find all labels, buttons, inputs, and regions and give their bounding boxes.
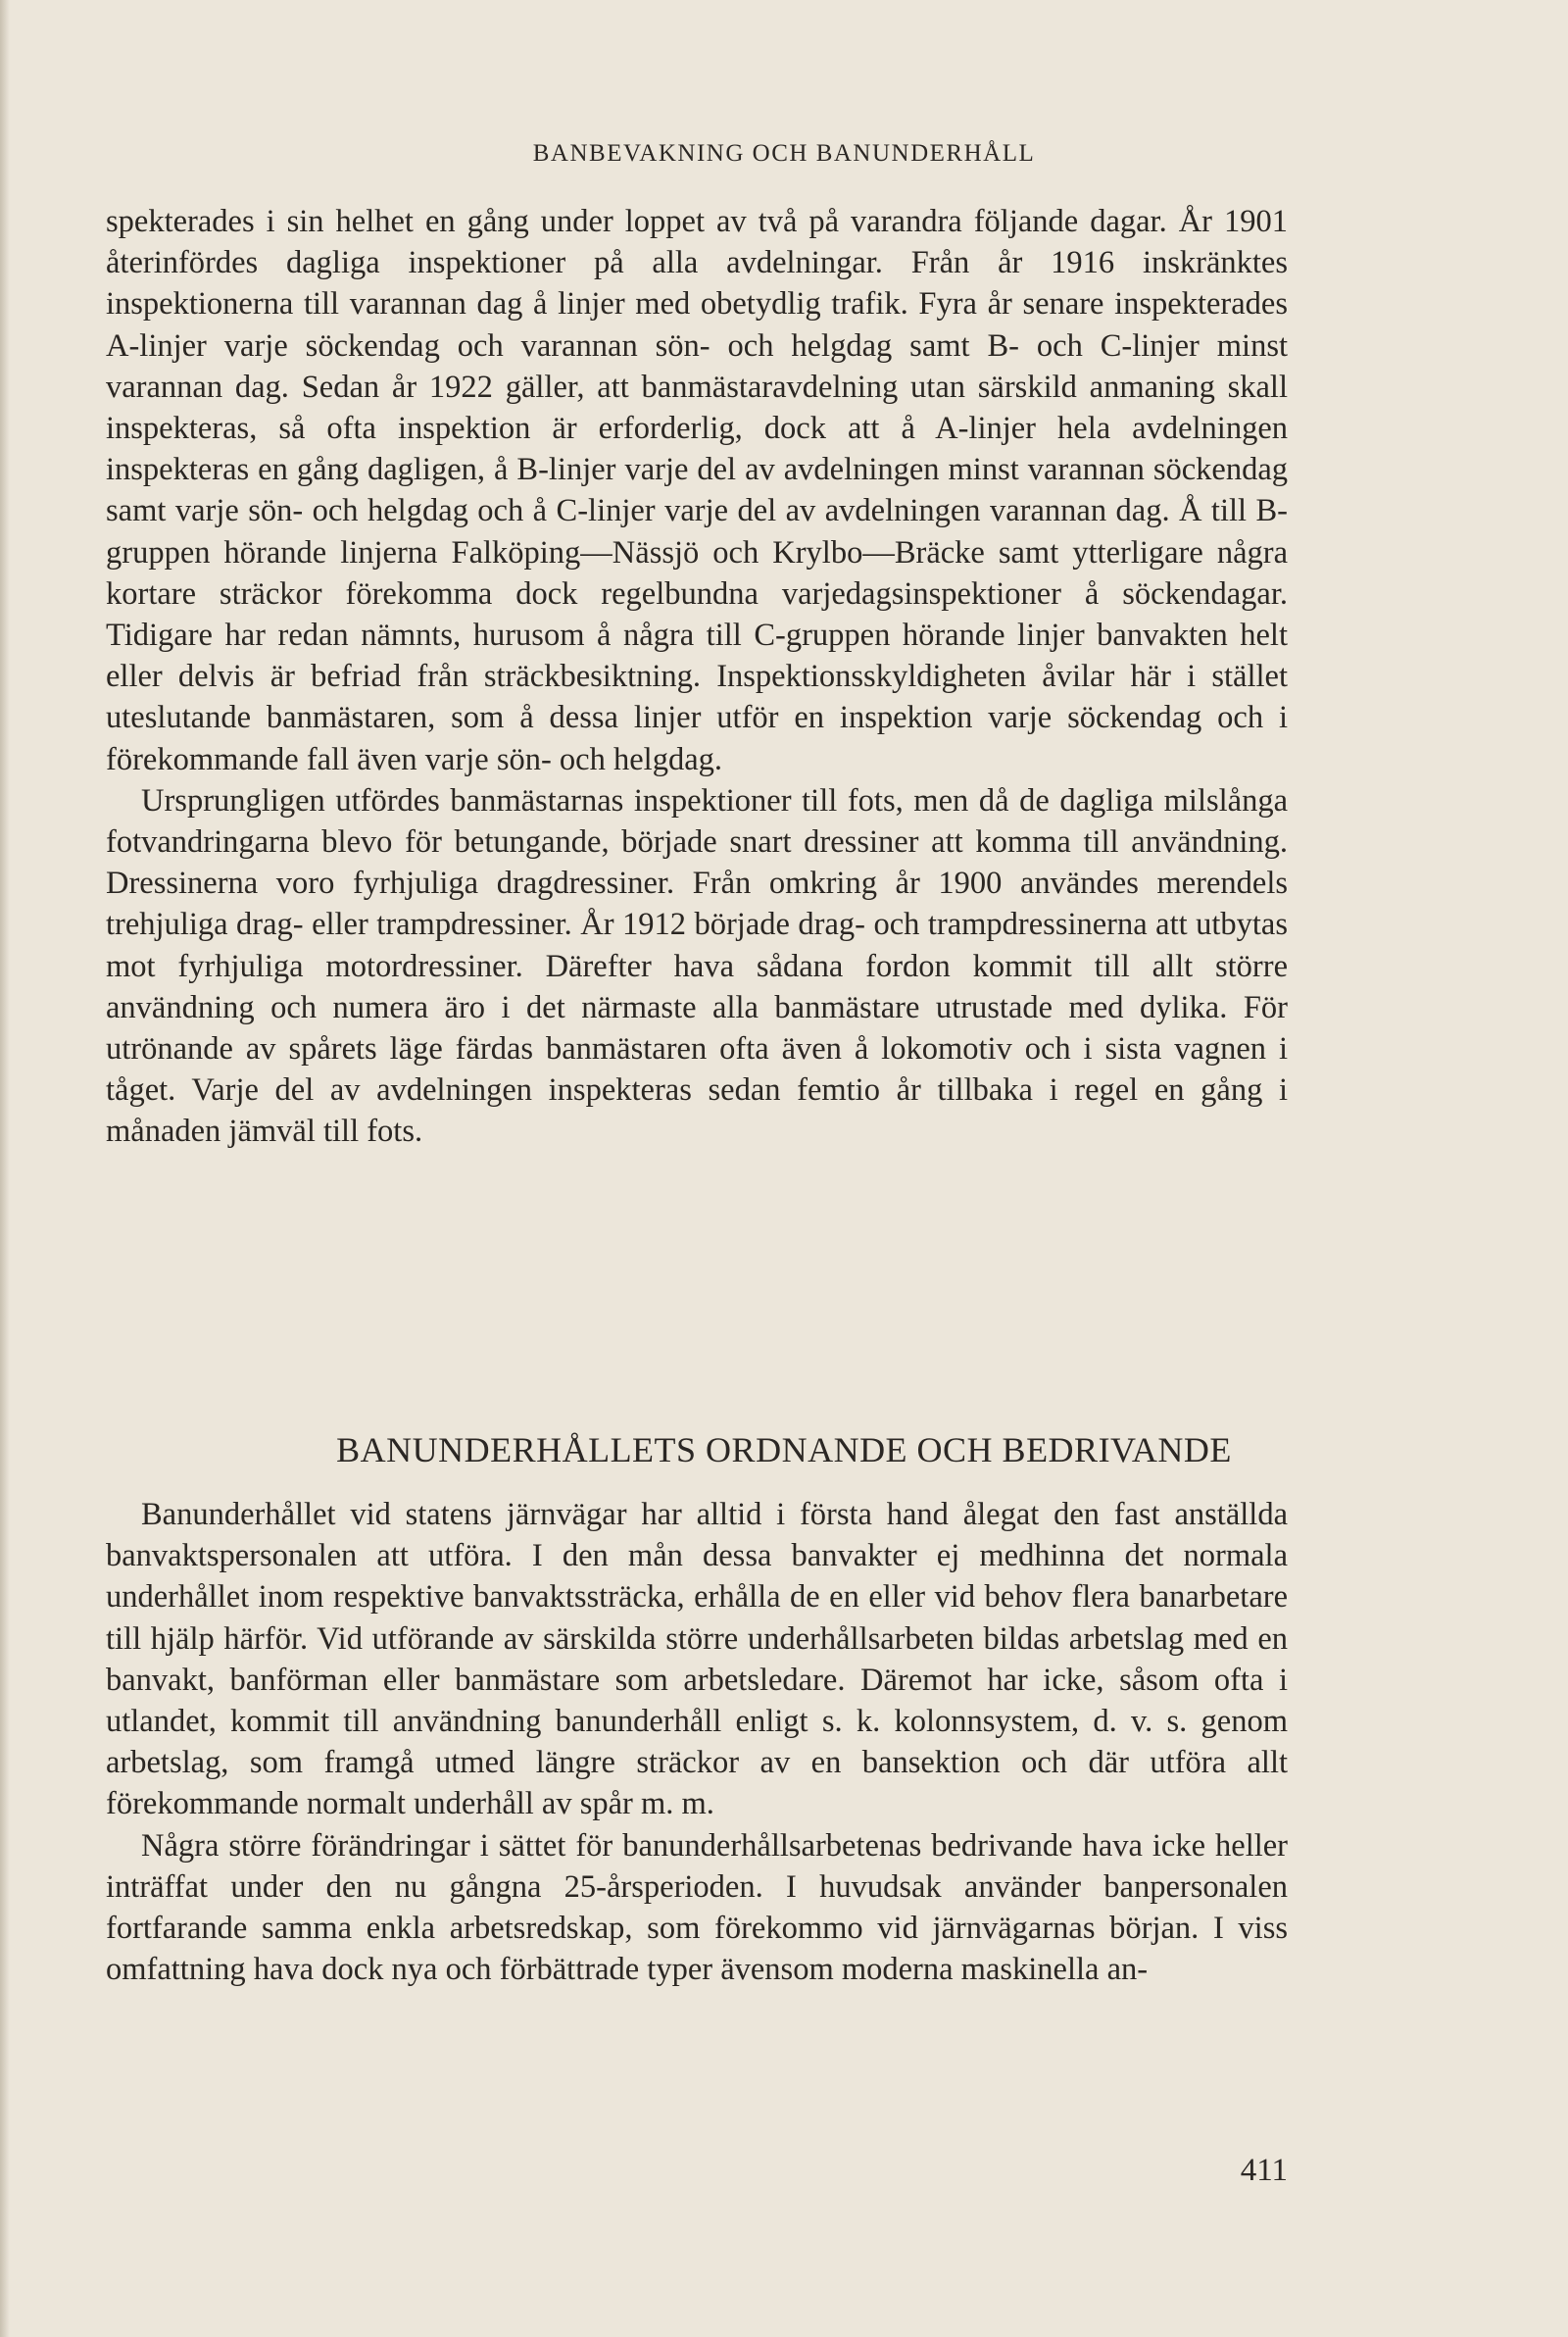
paragraph: Några större förändringar i sättet för banunderhållsarbetenas bedrivande hava icke heller inträffat under den nu gångna 25-årsperioden. I huvudsak använder banpersonalen fortfarande samma enkla arbetsredskap, som förekommo vid järnvägarnas början. I viss omfattning hava dock nya och förbättrade typer ävensom moderna maskinella an- [106, 1827, 1288, 1988]
text-block-section [106, 1494, 1288, 1990]
section-heading: BANUNDERHÅLLETS ORDNANDE OCH BEDRIVANDE [336, 1430, 1232, 1469]
page-gutter-shadow [0, 0, 10, 2337]
paragraph: Banunderhållet vid statens järnvägar har alltid i första hand ålegat den fast anställda banvaktspersonalen att utföra. I den mån dessa banvakter ej medhinna det normala underhållet inom respektive banvaktssträcka, erhålla de en eller vid behov flera banarbetare till hjälp härför. Vid utförande av särskilda större underhållsarbeten bildas arbetslag med en banvakt, banförman eller banmästare som arbetsledare. Däremot har icke, såsom ofta i utlandet, kommit till användning banunderhåll enligt s. k. kolonnsystem, d. v. s. genom arbetslag, som framgå utmed längre sträckor av en bansektion och där utföra allt förekommande normalt underhåll av spår m. m. [106, 1497, 1288, 1822]
page-number: 411 [1240, 2153, 1288, 2188]
text-block-continuation [106, 201, 1288, 1153]
running-head: BANBEVAKNING OCH BANUNDERHÅLL [532, 140, 1036, 167]
paragraph: spekterades i sin helhet en gång under loppet av två på varandra följande dagar. År 1901 återinfördes dagliga inspektioner på alla avdelningar. Från år 1916 inskränktes inspektionerna till varannan dag å linjer med obetydlig trafik. Fyra år senare inspekterades A-linjer varje söckendag och varannan sön- och helgdag samt B- och C-linjer minst varannan dag. Sedan år 1922 gäller, att banmästaravdelning utan särskild anmaning skall inspekteras, så ofta inspektion är erforderlig, dock att å A-linjer hela avdelningen inspekteras en gång dagligen, å B-linjer varje del av avdelningen minst varannan söckendag samt varje sön- och helgdag och å C-linjer varje del av avdelningen varannan dag. Å till B-gruppen hörande linjerna Falköping—Nässjö och Krylbo—Bräcke samt ytterligare några kortare sträckor förekomma dock regelbundna varjedagsinspektioner å söckendagar. Tidigare har redan nämnts, hurusom å några till C-gruppen hörande linjer banvakten helt eller delvis är befriad från sträckbesiktning. Inspektionsskyldigheten åvilar här i stället uteslutande banmästaren, som å dessa linjer utför en inspektion varje söckendag och i förekommande fall även varje sön- och helgdag. [106, 204, 1288, 777]
paragraph: Ursprungligen utfördes banmästarnas inspektioner till fots, men då de dagliga milslånga fotvandringarna blevo för betungande, började snart dressiner att komma till användning. Dressinerna voro fyrhjuliga dragdressiner. Från omkring år 1900 användes merendels trehjuliga drag- eller trampdressiner. År 1912 började drag- och trampdressinerna att utbytas mot fyrhjuliga motordressiner. Därefter hava sådana fordon kommit till allt större användning och numera äro i det närmaste alla banmästare utrustade med dylika. För utrönande av spårets läge färdas banmästaren ofta även å lokomotiv och i sista vagnen i tåget. Varje del av avdelningen inspekteras sedan femtio år tillbaka i regel en gång i månaden jämväl till fots. [106, 782, 1288, 1150]
